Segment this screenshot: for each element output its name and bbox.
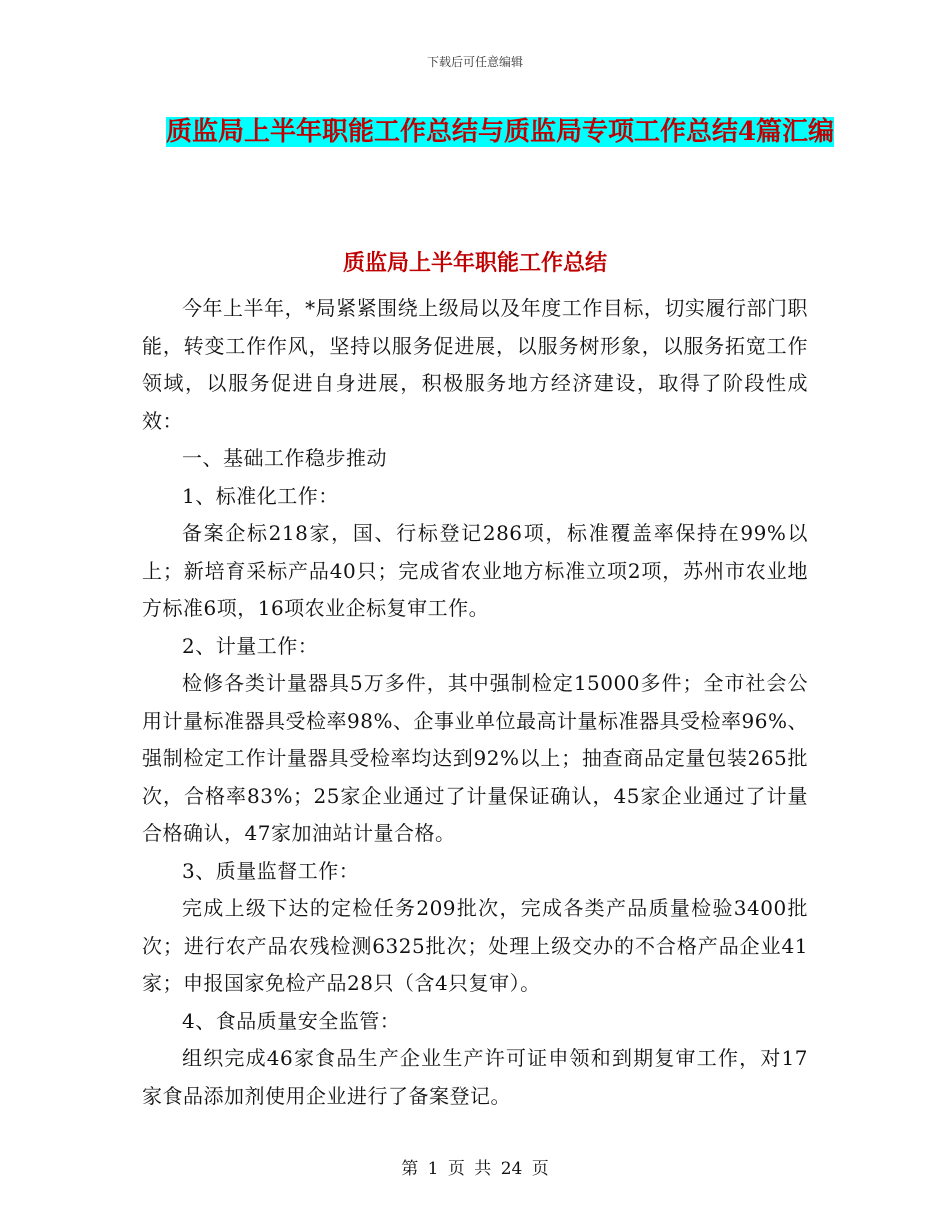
document-title bbox=[140, 110, 860, 154]
paragraph: 1、标准化工作： bbox=[182, 483, 339, 508]
paragraph: 4、食品质量安全监管： bbox=[182, 1008, 401, 1033]
section-title: 质监局上半年职能工作总结 bbox=[342, 250, 607, 276]
document-title-text: 质监局上半年职能工作总结与质监局专项工作总结4篇汇编 bbox=[165, 117, 835, 147]
paragraph: 一、基础工作稳步推动 bbox=[182, 446, 387, 470]
paragraph: 检修各类计量器具5万多件，其中强制检定15000多件；全市社会公用计量标准器具受检率98%、企事业单位最高计量标准器具受检率96%、强制检定工作计量器具受检率均达到92%以上；抽查商品定量包装265批次，合格率83%；25家企业通过了计量保证确认，45家企业通过了计量合格确认，47家加油站计量合格。 bbox=[142, 671, 808, 845]
paragraph: 组织完成46家食品生产企业生产许可证申领和到期复审工作，对17家食品添加剂使用企业进行了备案登记。 bbox=[142, 1046, 808, 1108]
paragraph: 备案企标218家，国、行标登记286项，标准覆盖率保持在99%以上；新培育采标产品40只；完成省农业地方标准立项2项，苏州市农业地方标准6项，16项农业企标复审工作。 bbox=[142, 521, 808, 620]
paragraph: 3、质量监督工作： bbox=[182, 858, 360, 883]
paragraph: 2、计量工作： bbox=[182, 633, 319, 658]
page-footer: 第 1 页 共 24 页 bbox=[401, 1159, 549, 1179]
header-note: 下载后可任意编辑 bbox=[426, 55, 523, 69]
document-body bbox=[142, 290, 808, 1115]
paragraph: 今年上半年，*局紧紧围绕上级局以及年度工作目标，切实履行部门职能，转变工作作风，坚持以服务促进展，以服务树形象，以服务拓宽工作领域，以服务促进自身进展，积极服务地方经济建设，取得了阶段性成效： bbox=[142, 296, 808, 433]
paragraph: 完成上级下达的定检任务209批次，完成各类产品质量检验3400批次；进行农产品农残检测6325批次；处理上级交办的不合格产品企业41家；申报国家免检产品28只（含4只复审）。 bbox=[142, 896, 808, 995]
